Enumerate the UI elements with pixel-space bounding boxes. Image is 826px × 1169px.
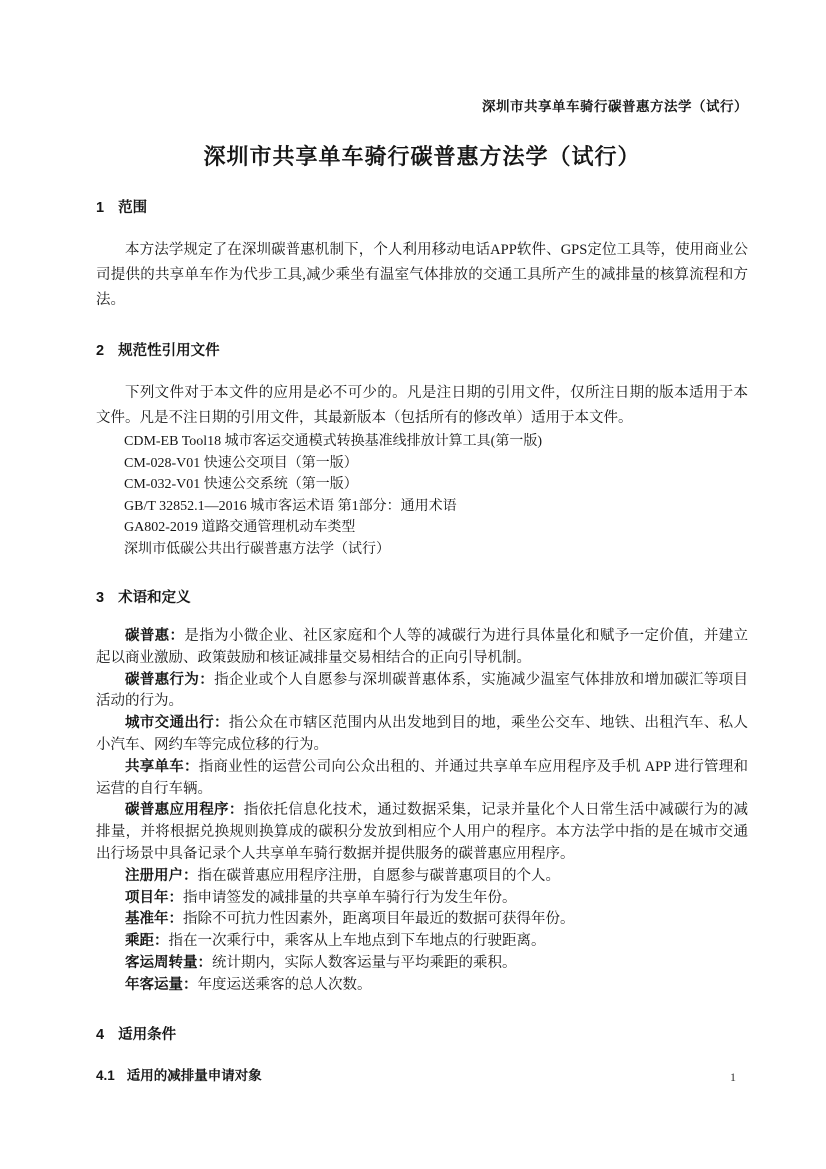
definition-text: 指企业或个人自愿参与深圳碳普惠体系，实施减少温室气体排放和增加碳汇等项目活动的行为。 xyxy=(96,671,749,710)
reference-list xyxy=(96,431,748,560)
section-2-heading xyxy=(96,341,748,361)
section-2-number: 2 xyxy=(96,343,105,359)
section-1-label: 范围 xyxy=(118,200,148,216)
section-4-1-label: 适用的减排量申请对象 xyxy=(126,1067,262,1083)
definition-term: 客运周转量： xyxy=(125,954,212,971)
definition-term: 碳普惠： xyxy=(125,628,185,644)
definition-item xyxy=(96,800,748,865)
section-1-paragraph: 本方法学规定了在深圳碳普惠机制下，个人利用移动电话APP软件、GPS定位工具等，使用商业公司提供的共享单车作为代步工具,减少乘坐有温室气体排放的交通工具所产生的减排量的核算流程和方法。 xyxy=(96,242,748,308)
definition-term: 年客运量： xyxy=(125,976,198,993)
definition-text: 指公众在市辖区范围内从出发地到目的地，乘坐公交车、地铁、出租汽车、私人小汽车、网约车等完成位移的行为。 xyxy=(96,715,748,753)
definition-text: 是指为小微企业、社区家庭和个人等的减碳行为进行具体量化和赋予一定价值，并建立起以商业激励、政策鼓励和核证减排量交易相结合的正向引导机制。 xyxy=(96,628,749,666)
definition-item xyxy=(96,888,748,910)
definition-text: 统计期内，实际人数客运量与平均乘距的乘积。 xyxy=(212,954,517,971)
section-4-1-number: 4.1 xyxy=(96,1067,115,1083)
document-title: 深圳市共享单车骑行碳普惠方法学（试行） xyxy=(203,144,641,169)
definition-list xyxy=(96,626,748,997)
section-2-paragraph: 下列文件对于本文件的应用是必不可少的。凡是注日期的引用文件，仅所注日期的版本适用于本文件。凡是不注日期的引用文件，其最新版本（包括所有的修改单）适用于本文件。 xyxy=(96,385,748,426)
definition-term: 共享单车： xyxy=(125,758,199,775)
section-4-heading xyxy=(96,1025,748,1045)
definition-text: 指依托信息化技术，通过数据采集，记录并量化个人日常生活中减碳行为的减排量，并将根据兑换规则换算成的碳积分发放到相应个人用户的程序。本方法学中指的是在城市交通出行场景中具备记录个人共享单车骑行数据并提供服务的碳普惠应用程序。 xyxy=(96,802,748,862)
definition-item xyxy=(96,866,748,888)
reference-item: GB/T 32852.1—2016 城市客运术语 第1部分：通用术语 xyxy=(124,498,457,514)
definition-item xyxy=(96,626,748,670)
definition-text: 指在碳普惠应用程序注册，自愿参与碳普惠项目的个人。 xyxy=(197,867,560,884)
definition-term: 注册用户： xyxy=(125,867,198,884)
definition-item xyxy=(96,713,748,757)
definition-term: 基准年： xyxy=(125,911,183,928)
section-4-1-heading xyxy=(96,1067,748,1085)
definition-text: 指除不可抗力性因素外，距离项目年最近的数据可获得年份。 xyxy=(183,911,575,928)
section-4-label: 适用条件 xyxy=(118,1026,177,1043)
definition-text: 指商业性的运营公司向公众出租的、并通过共享单车应用程序及手机 APP 进行管理和运营的自行车辆。 xyxy=(96,758,749,797)
definition-item xyxy=(96,953,748,975)
section-3-number: 3 xyxy=(96,590,105,606)
definition-term: 碳普惠应用程序： xyxy=(125,802,244,819)
page-number: 1 xyxy=(730,1070,736,1084)
reference-item: CDM-EB Tool18 城市客运交通模式转换基准线排放计算工具(第一版) xyxy=(124,434,542,449)
definition-item xyxy=(96,757,748,801)
section-3-label: 术语和定义 xyxy=(118,590,191,606)
section-2-label: 规范性引用文件 xyxy=(118,343,220,359)
definition-term: 乘距： xyxy=(125,933,169,950)
definition-text: 指在一次乘行中，乘客从上车地点到下车地点的行驶距离。 xyxy=(168,933,546,950)
reference-item: CM-028-V01 快速公交项目（第一版） xyxy=(124,455,358,471)
reference-item: GA802-2019 道路交通管理机动车类型 xyxy=(124,520,356,535)
section-3-heading xyxy=(96,588,748,608)
reference-item: 深圳市低碳公共出行碳普惠方法学（试行） xyxy=(124,541,390,557)
section-4-number: 4 xyxy=(96,1026,105,1043)
definition-item xyxy=(96,670,748,714)
running-header: 深圳市共享单车骑行碳普惠方法学（试行） xyxy=(482,99,748,114)
definition-item xyxy=(96,931,748,953)
definition-text: 指申请签发的减排量的共享单车骑行行为发生年份。 xyxy=(183,889,517,906)
definition-term: 项目年： xyxy=(125,889,183,906)
definition-term: 城市交通出行： xyxy=(125,715,229,732)
section-1-number: 1 xyxy=(96,200,105,216)
definition-item xyxy=(96,909,748,931)
definition-text: 年度运送乘客的总人次数。 xyxy=(197,976,372,993)
definition-term: 碳普惠行为： xyxy=(125,671,215,688)
section-1-heading xyxy=(96,198,748,218)
reference-item: CM-032-V01 快速公交系统（第一版） xyxy=(124,477,358,492)
definition-item xyxy=(96,975,748,997)
